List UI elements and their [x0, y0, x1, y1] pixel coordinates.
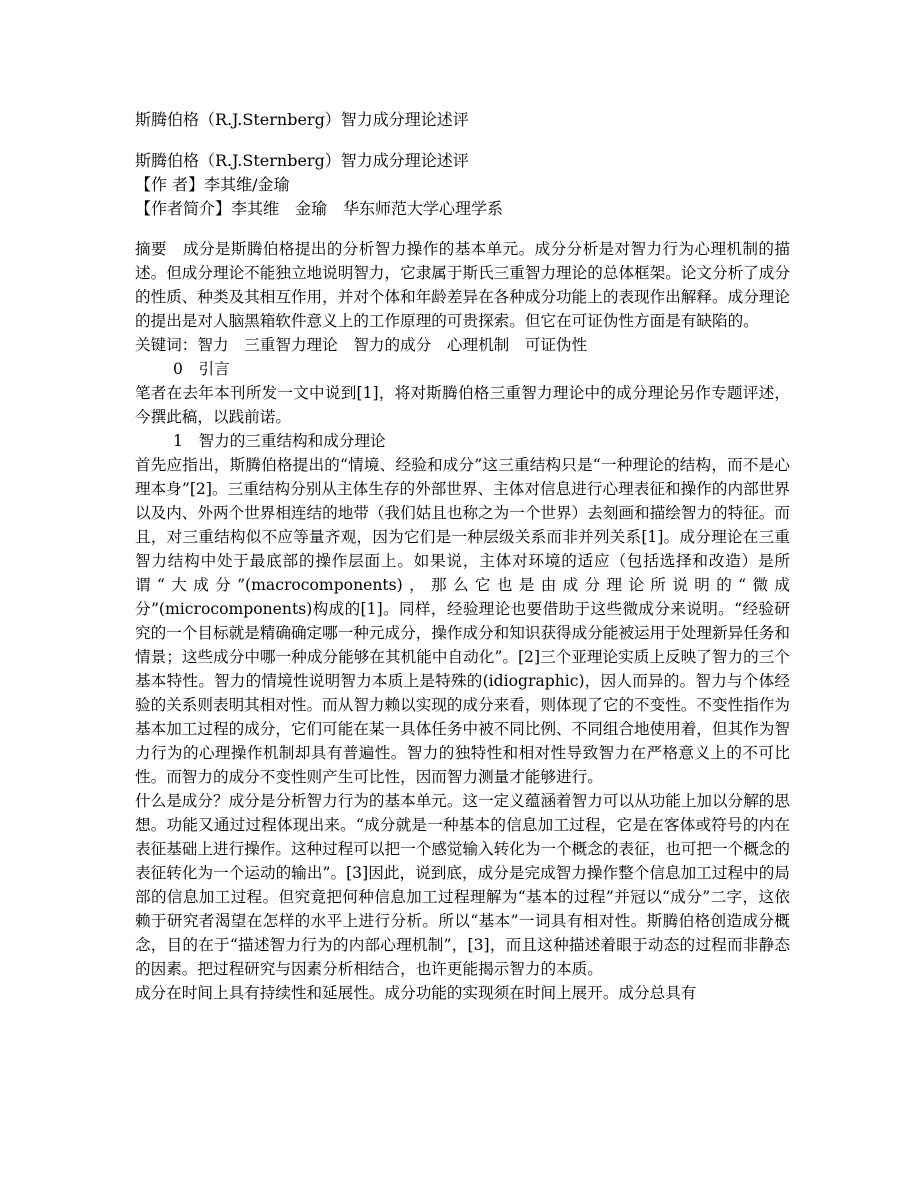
document-body [135, 237, 790, 1005]
keywords-line: 关键词：智力 三重智力理论 智力的成分 心理机制 可证伪性 [135, 336, 588, 354]
section-heading-1: 1 智力的三重结构和成分理论 [173, 432, 386, 450]
document-meta [135, 149, 503, 221]
abstract-paragraph: 摘要 成分是斯腾伯格提出的分析智力操作的基本单元。成分分析是对智力行为心理机制的描述。但成分理论不能独立地说明智力，它隶属于斯氏三重智力理论的总体框架。论文分析了成分的性质、种类及其相互作用，并对个体和年龄差异在各种成分功能上的表现作出解释。成分理论的提出是对人脑黑箱软件意义上的工作原理的可贵探索。但它在可证伪性方面是有缺陷的。 [135, 240, 790, 330]
title-repeat: 斯腾伯格（R.J.Sternberg）智力成分理论述评 [135, 151, 469, 170]
body-paragraph-3: 成分在时间上具有持续性和延展性。成分功能的实现须在时间上展开。成分总具有 [135, 984, 697, 1002]
body-paragraph-2: 什么是成分？成分是分析智力行为的基本单元。这一定义蕴涵着智力可以从功能上加以分解的思想。功能又通过过程体现出来。“成分就是一种基本的信息加工过程，它是在客体或符号的内在表征基础上进行操作。这种过程可以把一个感觉输入转化为一个概念的表征，也可把一个概念的表征转化为一个运动的输出”。[3]因此，说到底，成分是完成智力操作整个信息加工过程中的局部的信息加工过程。但究竟把何种信息加工过程理解为“基本的过程”并冠以“成分”二字，这依赖于研究者渴望在怎样的水平上进行分析。所以“基本”一词具有相对性。斯腾伯格创造成分概念，目的在于“描述智力行为的内部心理机制”，[3]，而且这种描述着眼于动态的过程而非静态的因素。把过程研究与因素分析相结合，也许更能揭示智力的本质。 [135, 792, 790, 978]
section-heading-intro: 0 引言 [173, 360, 230, 378]
author-line: 【作 者】李其维/金瑜 [135, 175, 290, 194]
body-paragraph-1: 首先应指出，斯腾伯格提出的“情境、经验和成分”这三重结构只是“一种理论的结构，而不是心理本身”[2]。三重结构分别从主体生存的外部世界、主体对信息进行心理表征和操作的内部世界以及内、外两个世界相连结的地带（我们姑且也称之为一个世界）去刻画和描绘智力的特征。而且，对三重结构似不应等量齐观，因为它们是一种层级关系而非并列关系[1]。成分理论在三重智力结构中处于最底部的操作层面上。如果说，主体对环境的适应（包括选择和改造）是所谓“大成分”(macrocomponents)，那么它也是由成分理论所说明的“微成分”(microcomponents)构成的[1]。同样，经验理论也要借助于这些微成分来说明。“经验研究的一个目标就是精确确定哪一种元成分，操作成分和知识获得成分能被运用于处理新异任务和情景；这些成分中哪一种成分能够在其机能中自动化”。[2]三个亚理论实质上反映了智力的三个基本特性。智力的情境性说明智力本质上是特殊的(idiographic)，因人而异的。智力与个体经验的关系则表明其相对性。而从智力赖以实现的成分来看，则体现了它的不变性。不变性指作为基本加工过程的成分，它们可能在某一具体任务中被不同比例、不同组合地使用着，但其作为智力行为的心理操作机制却具有普遍性。智力的独特性和相对性导致智力在严格意义上的不可比性。而智力的成分不变性则产生可比性，因而智力测量才能够进行。 [135, 456, 790, 786]
intro-paragraph: 笔者在去年本刊所发一文中说到[1]，将对斯腾伯格三重智力理论中的成分理论另作专题评述，今撰此稿，以践前诺。 [135, 384, 790, 426]
author-intro-line: 【作者简介】李其维 金瑜 华东师范大学心理学系 [135, 199, 504, 218]
document-title: 斯腾伯格（R.J.Sternberg）智力成分理论述评 [135, 110, 469, 129]
